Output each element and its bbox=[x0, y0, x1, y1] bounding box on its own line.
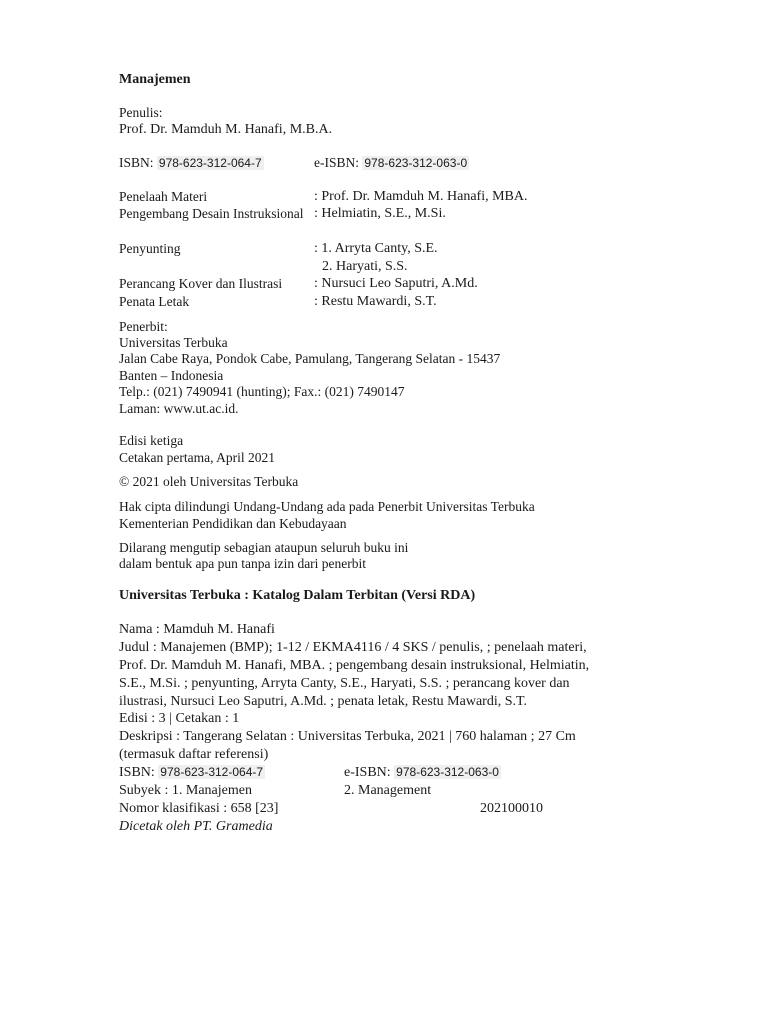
isbn-line bbox=[119, 156, 264, 170]
credit-value-penyunting-2: 2. Haryati, S.S. bbox=[322, 259, 408, 274]
credit-label-penata: Penata Letak bbox=[119, 294, 190, 309]
katalog-nomor-klasifikasi: Nomor klasifikasi : 658 [23] bbox=[119, 801, 279, 816]
credit-value-pengembang: : Helmiatin, S.E., M.Si. bbox=[314, 206, 446, 221]
katalog-judul-1: Judul : Manajemen (BMP); 1-12 / EKMA4116 / 4 SKS / penulis, ; penelaah materi, bbox=[119, 640, 587, 655]
penerbit-phone: Telp.: (021) 7490941 (hunting); Fax.: (021) 7490147 bbox=[119, 384, 405, 399]
katalog-dicetak: Dicetak oleh PT. Gramedia bbox=[119, 819, 273, 834]
katalog-deskripsi-2: (termasuk daftar referensi) bbox=[119, 747, 269, 762]
credit-label-pengembang: Pengembang Desain Instruksional bbox=[119, 206, 304, 221]
isbn-value: 978-623-312-064-7 bbox=[158, 156, 262, 170]
katalog-judul-3: S.E., M.Si. ; penyunting, Arryta Canty, S.E., Haryati, S.S. ; perancang kover dan bbox=[119, 676, 570, 691]
book-title: Manajemen bbox=[119, 72, 191, 87]
cetakan-line: Cetakan pertama, April 2021 bbox=[119, 450, 275, 465]
hak-cipta-line-1: Hak cipta dilindungi Undang-Undang ada pada Penerbit Universitas Terbuka bbox=[119, 499, 535, 514]
penulis-name: Prof. Dr. Mamduh M. Hanafi, M.B.A. bbox=[119, 122, 333, 137]
penulis-label: Penulis: bbox=[119, 105, 163, 120]
penerbit-name: Universitas Terbuka bbox=[119, 335, 228, 350]
katalog-title: Universitas Terbuka : Katalog Dalam Terbitan (Versi RDA) bbox=[119, 588, 476, 603]
eisbn-label: e-ISBN: bbox=[314, 155, 359, 170]
katalog-judul-4: ilustrasi, Nursuci Leo Saputri, A.Md. ; penata letak, Restu Mawardi, S.T. bbox=[119, 694, 528, 709]
credit-value-penata: : Restu Mawardi, S.T. bbox=[314, 294, 437, 309]
eisbn-line bbox=[314, 156, 469, 170]
katalog-eisbn-line bbox=[344, 766, 501, 780]
katalog-deskripsi-1: Deskripsi : Tangerang Selatan : Universitas Terbuka, 2021 | 760 halaman ; 27 Cm bbox=[119, 729, 576, 744]
katalog-isbn-value: 978-623-312-064-7 bbox=[160, 765, 264, 779]
credit-value-perancang: : Nursuci Leo Saputri, A.Md. bbox=[314, 276, 478, 291]
credit-label-penyunting: Penyunting bbox=[119, 241, 181, 256]
katalog-kode: 202100010 bbox=[480, 801, 543, 816]
penerbit-label: Penerbit: bbox=[119, 319, 168, 334]
penerbit-website: Laman: www.ut.ac.id. bbox=[119, 401, 239, 416]
edisi-line: Edisi ketiga bbox=[119, 433, 184, 448]
katalog-eisbn-label: e-ISBN: bbox=[344, 765, 391, 780]
katalog-isbn-line bbox=[119, 766, 265, 780]
hak-cipta-line-2: Kementerian Pendidikan dan Kebudayaan bbox=[119, 516, 347, 531]
isbn-label: ISBN: bbox=[119, 155, 154, 170]
katalog-eisbn-value: 978-623-312-063-0 bbox=[396, 765, 499, 779]
penerbit-region: Banten – Indonesia bbox=[119, 368, 224, 383]
katalog-subyek-1: Subyek : 1. Manajemen bbox=[119, 783, 252, 798]
dilarang-line-1: Dilarang mengutip sebagian ataupun seluruh buku ini bbox=[119, 540, 409, 555]
katalog-nama: Nama : Mamduh M. Hanafi bbox=[119, 622, 275, 637]
copyright-line: © 2021 oleh Universitas Terbuka bbox=[119, 474, 299, 489]
penerbit-address: Jalan Cabe Raya, Pondok Cabe, Pamulang, Tangerang Selatan - 15437 bbox=[119, 351, 501, 366]
katalog-isbn-label: ISBN: bbox=[119, 765, 155, 780]
credit-label-perancang: Perancang Kover dan Ilustrasi bbox=[119, 276, 283, 291]
katalog-subyek-2: 2. Management bbox=[344, 783, 432, 798]
katalog-edisi: Edisi : 3 | Cetakan : 1 bbox=[119, 711, 240, 726]
dilarang-line-2: dalam bentuk apa pun tanpa izin dari penerbit bbox=[119, 556, 367, 571]
credit-label-penelaah: Penelaah Materi bbox=[119, 189, 208, 204]
credit-value-penelaah: : Prof. Dr. Mamduh M. Hanafi, MBA. bbox=[314, 189, 528, 204]
credit-value-penyunting-1: : 1. Arryta Canty, S.E. bbox=[314, 241, 438, 256]
katalog-judul-2: Prof. Dr. Mamduh M. Hanafi, MBA. ; pengembang desain instruksional, Helmiatin, bbox=[119, 658, 590, 673]
eisbn-value: 978-623-312-063-0 bbox=[364, 156, 468, 170]
